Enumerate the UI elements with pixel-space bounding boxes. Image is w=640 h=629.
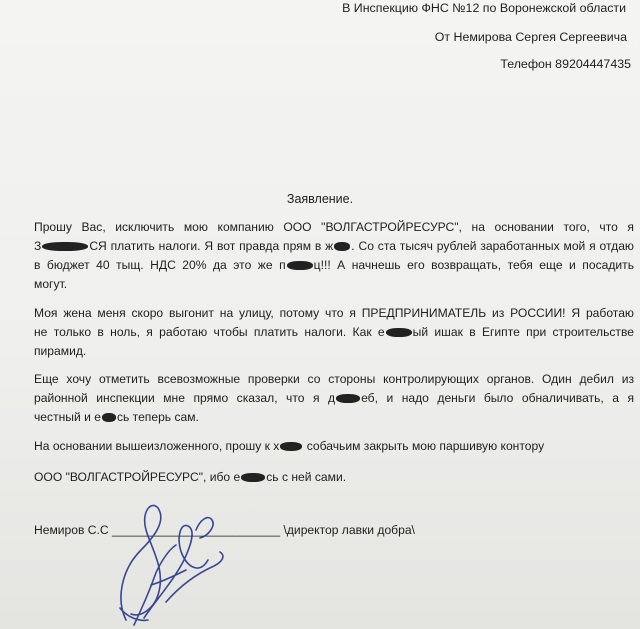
text-line: могут. [34,276,68,291]
text-line: ООО "ВОЛГАСТРОЙРЕСУРС", ибо е сь с ней сами. [34,470,347,484]
text-line: в бюджет 40 тыщ. НДС 20% да это же п ц!!! А начнешь его возвращать, тебя еще и посадить [34,257,634,272]
text-line: З СЯ платить налоги. Я вот правда прям в ж . Со ста тысяч рублей заработанных мой я отдаю [34,238,634,253]
paragraph-4 [34,437,634,456]
handwritten-signature [96,490,236,629]
redaction-mark [287,261,313,270]
paragraph-1 [34,218,634,294]
redaction-mark [386,328,412,337]
text-line: пирамид. [34,343,87,358]
redaction-mark [334,242,350,251]
text-line: Еще хочу отметить всевозможные проверки со стороны контролирующих органов. Один дебил из [34,372,634,386]
paragraph-2 [34,304,634,361]
redaction-mark [241,473,265,482]
redaction-mark [42,242,88,251]
text-line: честный и е сь теперь сам. [34,409,199,424]
document-title: Заявление. [286,192,354,206]
text-line: не только в ноль, я работаю чтобы платить налоги. Как е ый ишак в Египте при строительстве [34,324,634,339]
redaction-mark [336,394,360,403]
phone-line: Телефон 89204447435 [500,57,631,71]
addressee-line: В Инспекцию ФНС №12 по Воронежской области [342,1,626,15]
text-line: районной инспекции мне прямо сказал, что я д еб, и надо деньги было обналичивать, а я [34,390,634,405]
sender-line: От Немирова Сергея Сергеевича [434,30,627,44]
signature-blank: _________________________ [111,523,281,537]
paragraph-5 [34,468,634,487]
text-line: На основании вышеизложенного, прошу к х собачьим закрыть мою паршивую контору [34,439,545,453]
text-line: Прошу Вас, исключить мою компанию ООО "ВОЛГАСТРОЙРЕСУРС", на основании того, что я [34,220,634,234]
signer-name: Немиров С.С [34,523,109,537]
redaction-mark [280,442,302,451]
text-line: Моя жена меня скоро выгонит на улицу, потому что я ПРЕДПРИНИМАТЕЛЬ из РОССИИ! Я работаю [34,306,634,320]
paragraph-3 [34,370,634,427]
redaction-mark [102,413,116,422]
signer-position: \директор лавки добра\ [283,523,415,537]
